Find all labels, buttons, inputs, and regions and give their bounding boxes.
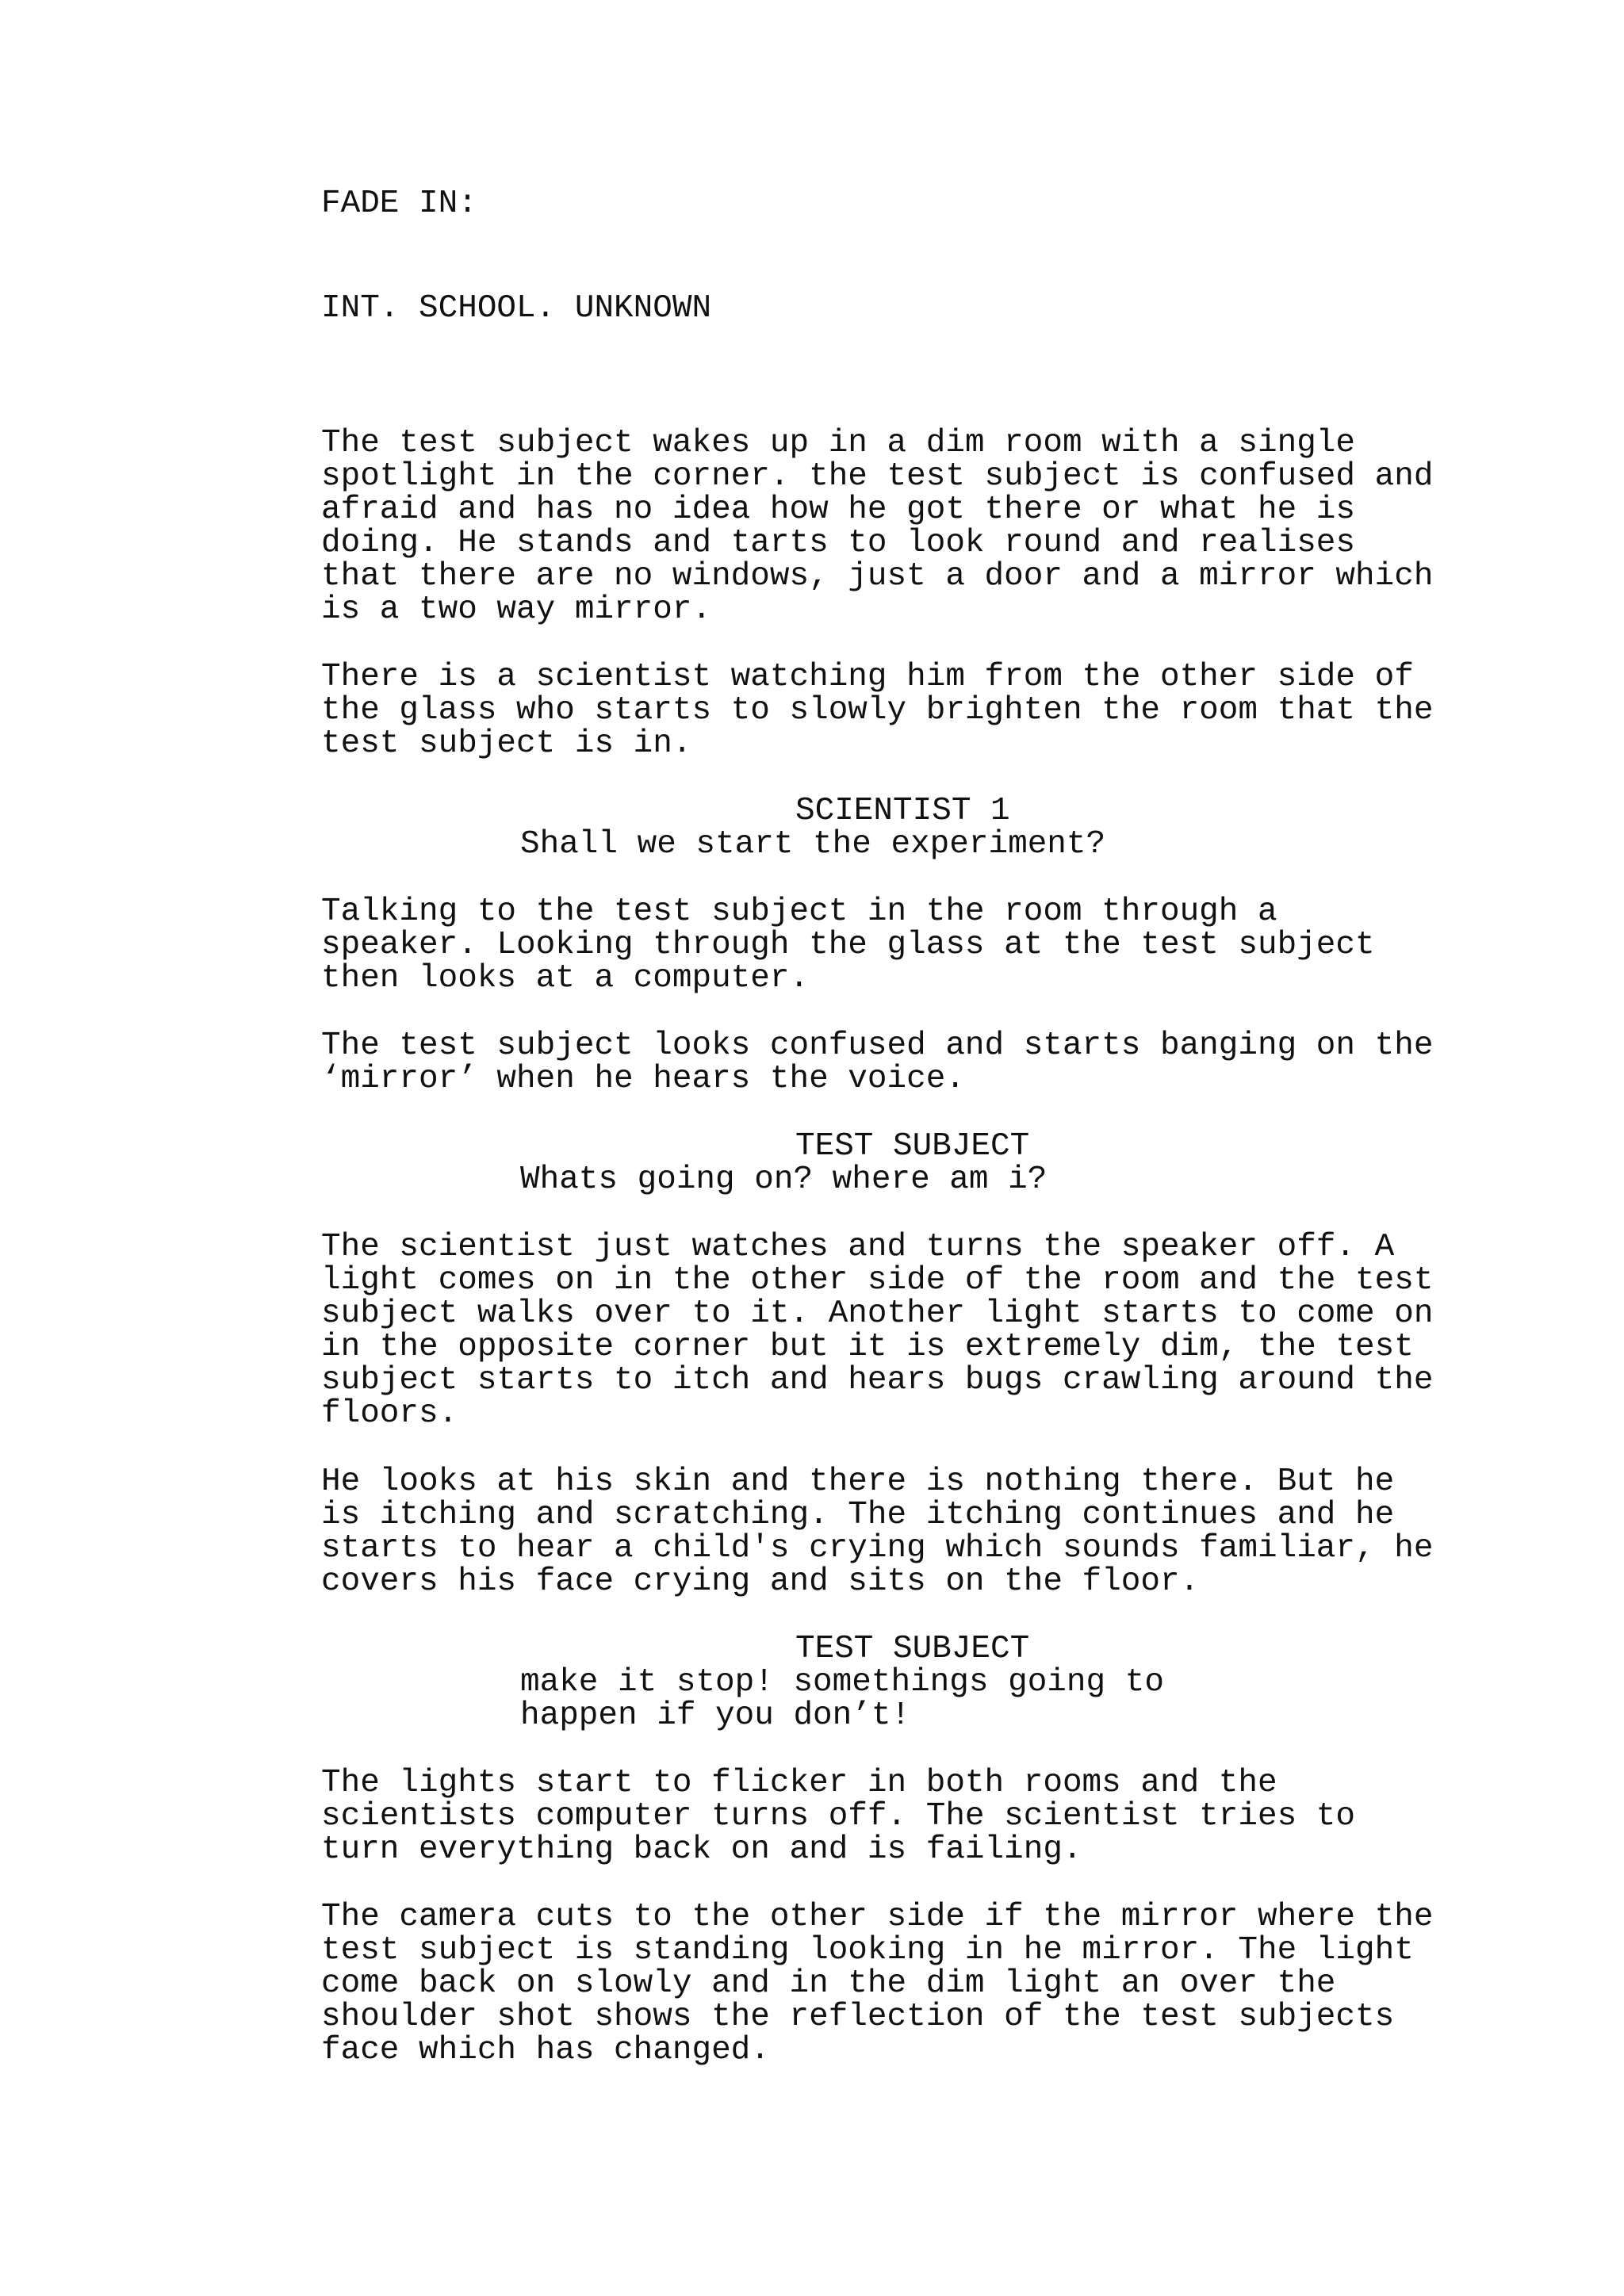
action-line: There is a scientist watching him from the other side of bbox=[321, 659, 1414, 695]
action-line: face which has changed. bbox=[321, 2032, 770, 2068]
action-line: The lights start to flicker in both rooms and the bbox=[321, 1765, 1277, 1801]
transition: FADE IN: bbox=[321, 186, 477, 222]
action-line: floors. bbox=[321, 1395, 458, 1432]
action-line: covers his face crying and sits on the floor. bbox=[321, 1563, 1200, 1600]
action-line: is itching and scratching. The itching continues and he bbox=[321, 1497, 1395, 1533]
action-line: ‘mirror’ when he hears the voice. bbox=[321, 1061, 965, 1097]
action-line: light comes on in the other side of the room and the test bbox=[321, 1262, 1434, 1299]
action-line: scientists computer turns off. The scientist tries to bbox=[321, 1798, 1356, 1835]
dialogue-line: Shall we start the experiment? bbox=[520, 826, 1106, 863]
action-line: afraid and has no idea how he got there or what he is bbox=[321, 492, 1356, 528]
action-line: The camera cuts to the other side if the mirror where the bbox=[321, 1899, 1434, 1935]
character-name: TEST SUBJECT bbox=[795, 1128, 1030, 1165]
action-line: shoulder shot shows the reflection of the test subjects bbox=[321, 1999, 1395, 2035]
scene-heading: INT. SCHOOL. UNKNOWN bbox=[321, 290, 712, 327]
action-line: test subject is in. bbox=[321, 725, 692, 762]
action-line: test subject is standing looking in he mirror. The light bbox=[321, 1932, 1414, 1969]
action-line: The test subject looks confused and starts banging on the bbox=[321, 1027, 1434, 1064]
action-line: in the opposite corner but it is extremely dim, the test bbox=[321, 1329, 1414, 1365]
action-line: The scientist just watches and turns the speaker off. A bbox=[321, 1229, 1395, 1265]
action-line: starts to hear a child's crying which sounds familiar, he bbox=[321, 1530, 1434, 1567]
action-line: He looks at his skin and there is nothing there. But he bbox=[321, 1464, 1395, 1500]
action-line: come back on slowly and in the dim light an over the bbox=[321, 1965, 1336, 2002]
action-line: Talking to the test subject in the room through a bbox=[321, 894, 1277, 930]
action-line: doing. He stands and tarts to look round and realises bbox=[321, 525, 1356, 561]
action-line: then looks at a computer. bbox=[321, 960, 810, 997]
action-line: is a two way mirror. bbox=[321, 591, 712, 628]
action-line: speaker. Looking through the glass at the test subject bbox=[321, 927, 1375, 963]
action-line: spotlight in the corner. the test subject is confused and bbox=[321, 458, 1434, 495]
dialogue-line: make it stop! somethings going to bbox=[520, 1664, 1164, 1701]
action-line: The test subject wakes up in a dim room with a single bbox=[321, 425, 1356, 461]
dialogue-line: Whats going on? where am i? bbox=[520, 1161, 1048, 1198]
action-line: turn everything back on and is failing. bbox=[321, 1831, 1082, 1868]
action-line: subject walks over to it. Another light starts to come on bbox=[321, 1295, 1434, 1332]
character-name: SCIENTIST 1 bbox=[795, 793, 1010, 829]
dialogue-line: happen if you don’t! bbox=[520, 1697, 911, 1734]
action-line: the glass who starts to slowly brighten the room that the bbox=[321, 692, 1434, 729]
character-name: TEST SUBJECT bbox=[795, 1631, 1030, 1667]
action-line: that there are no windows, just a door and a mirror which bbox=[321, 558, 1434, 595]
action-line: subject starts to itch and hears bugs crawling around the bbox=[321, 1362, 1434, 1399]
